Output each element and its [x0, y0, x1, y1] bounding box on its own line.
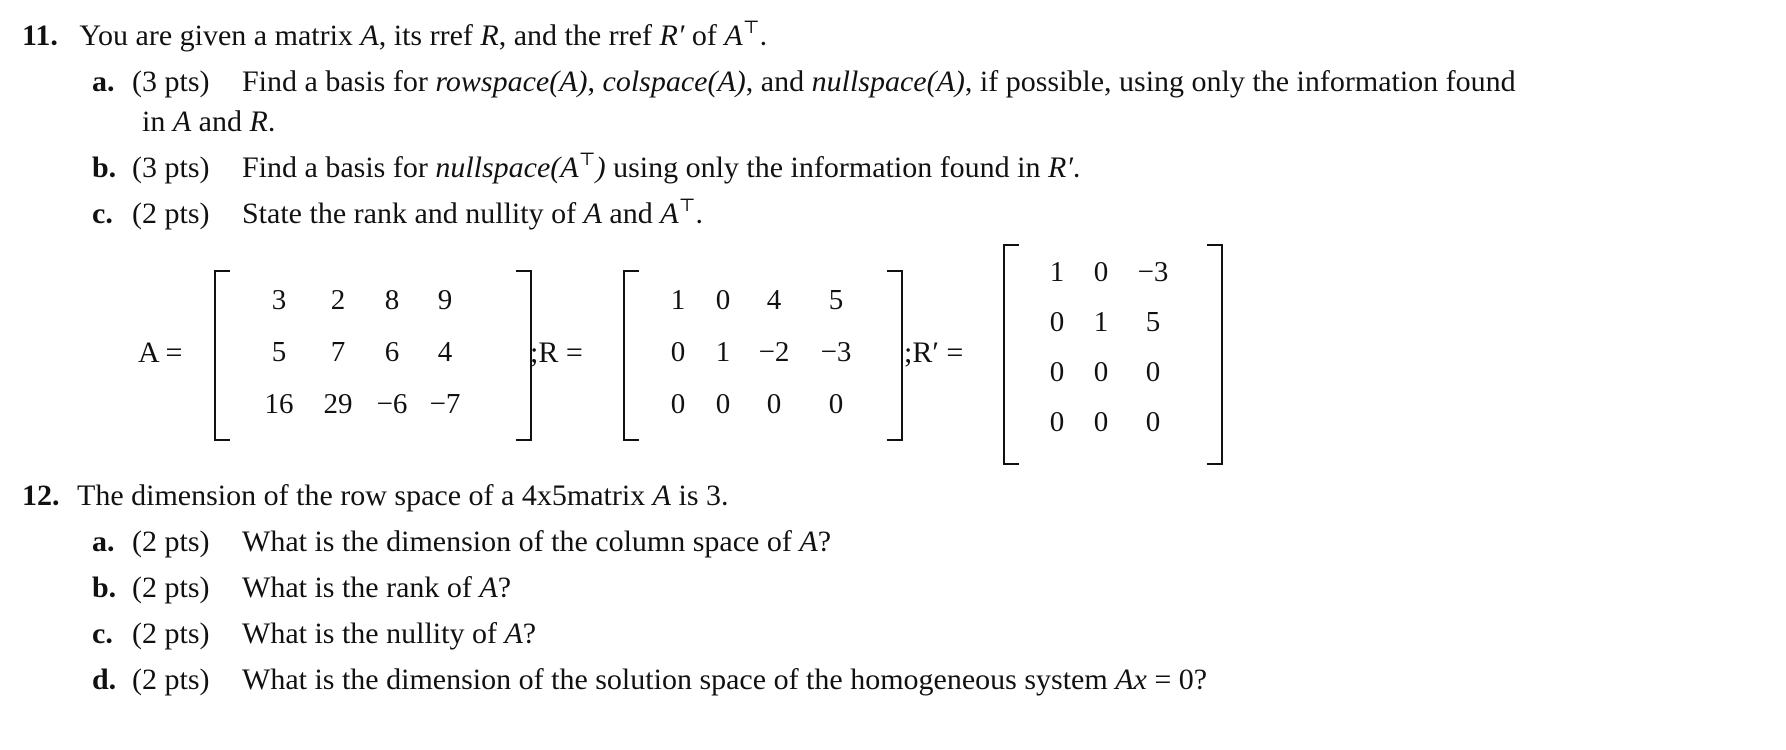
matrix-a-cell: 8	[384, 284, 400, 316]
matrix-r-prime-cell: −3	[1137, 256, 1169, 288]
matrix-r-prime-label: ;R′ =	[904, 336, 964, 369]
q12d-label: d.	[92, 663, 117, 696]
q12b-points: (2 pts)	[132, 571, 210, 604]
matrix-r-cell: 0	[715, 388, 731, 420]
q12b-label: b.	[92, 571, 117, 604]
q12-number: 12.	[22, 479, 60, 512]
matrix-r-prime-cell: 0	[1145, 406, 1161, 438]
matrix-r-prime-cell: 0	[1145, 356, 1161, 388]
q12a-label: a.	[92, 525, 115, 558]
q11c-points: (2 pts)	[132, 197, 210, 230]
q11-number: 11.	[22, 19, 58, 52]
q11c-label: c.	[92, 197, 113, 230]
q11a-line1: a. (3 pts) Find a basis for rowspace(A), colspace(A), and nullspace(A), if possible, using only the information found	[92, 65, 1516, 98]
q11a-line2: in A and R.	[142, 105, 276, 138]
matrix-a-cell: 3	[271, 284, 287, 316]
matrix-a-cell: 2	[330, 284, 346, 316]
matrix-r-prime	[1003, 244, 1223, 466]
matrix-a	[214, 270, 532, 442]
matrix-a-cell: −6	[376, 388, 408, 420]
matrix-r-cell: 0	[766, 388, 782, 420]
q12-intro: 12. The dimension of the row space of a 4x5matrix A is 3.	[22, 479, 729, 512]
q12c-points: (2 pts)	[132, 617, 210, 650]
matrix-a-cell: 7	[330, 336, 346, 368]
q12d-points: (2 pts)	[132, 663, 210, 696]
q12b-line: b. (2 pts) What is the rank of A?	[92, 571, 512, 604]
matrix-r-prime-left-bracket	[1003, 244, 1019, 465]
matrix-r-prime-cell: 1	[1049, 256, 1065, 288]
matrix-r-left-bracket	[623, 270, 639, 441]
matrix-r-cell: 0	[670, 336, 686, 368]
q12d-line: d. (2 pts) What is the dimension of the solution space of the homogeneous system Ax = 0?	[92, 663, 1208, 696]
matrix-r-label: ;R =	[530, 336, 583, 369]
q11b-label: b.	[92, 151, 117, 184]
matrix-r-cell: 1	[670, 284, 686, 316]
matrix-a-cell: −7	[429, 388, 461, 420]
q12a-line: a. (2 pts) What is the dimension of the column space of A?	[92, 525, 832, 558]
matrix-r-prime-cell: 5	[1145, 306, 1161, 338]
matrix-r-prime-cell: 0	[1093, 406, 1109, 438]
matrix-r-prime-cell: 0	[1049, 406, 1065, 438]
matrix-a-cell: 9	[437, 284, 453, 316]
cropped-previous-line	[0, 0, 620, 6]
q11a-points: (3 pts)	[132, 65, 210, 98]
matrix-r-cell: 4	[766, 284, 782, 316]
matrix-a-cell: 5	[271, 336, 287, 368]
matrix-r-prime-cell: 1	[1093, 306, 1109, 338]
matrix-a-cell: 6	[384, 336, 400, 368]
matrix-r-prime-cell: 0	[1049, 306, 1065, 338]
matrix-r	[623, 270, 903, 442]
matrix-r-cell: 1	[715, 336, 731, 368]
q11b-points: (3 pts)	[132, 151, 210, 184]
matrix-a-cell: 29	[323, 388, 353, 420]
matrix-a-label: A =	[138, 336, 183, 369]
q11c-line: c. (2 pts) State the rank and nullity of A and A⊤.	[92, 195, 704, 230]
matrix-a-cell: 4	[437, 336, 453, 368]
matrix-r-cell: 0	[670, 388, 686, 420]
matrix-r-right-bracket	[887, 270, 903, 441]
matrix-r-prime-cell: 0	[1093, 356, 1109, 388]
matrix-r-cell: −3	[820, 336, 852, 368]
q12c-label: c.	[92, 617, 113, 650]
q11-intro: 11. You are given a matrix A, its rref R, and the rref R′ of A⊤.	[22, 17, 768, 52]
matrix-r-prime-cell: 0	[1049, 356, 1065, 388]
q12c-line: c. (2 pts) What is the nullity of A?	[92, 617, 537, 650]
matrix-a-cell: 16	[264, 388, 294, 420]
q11b-line: b. (3 pts) Find a basis for nullspace(A⊤) using only the information found in R′.	[92, 149, 1081, 184]
q12a-points: (2 pts)	[132, 525, 210, 558]
matrix-r-cell: 0	[715, 284, 731, 316]
matrix-r-cell: 5	[828, 284, 844, 316]
matrix-r-prime-right-bracket	[1207, 244, 1223, 465]
matrix-r-cell: −2	[758, 336, 790, 368]
matrix-a-left-bracket	[214, 270, 230, 441]
q11a-label: a.	[92, 65, 115, 98]
matrix-r-prime-cell: 0	[1093, 256, 1109, 288]
matrix-r-cell: 0	[828, 388, 844, 420]
